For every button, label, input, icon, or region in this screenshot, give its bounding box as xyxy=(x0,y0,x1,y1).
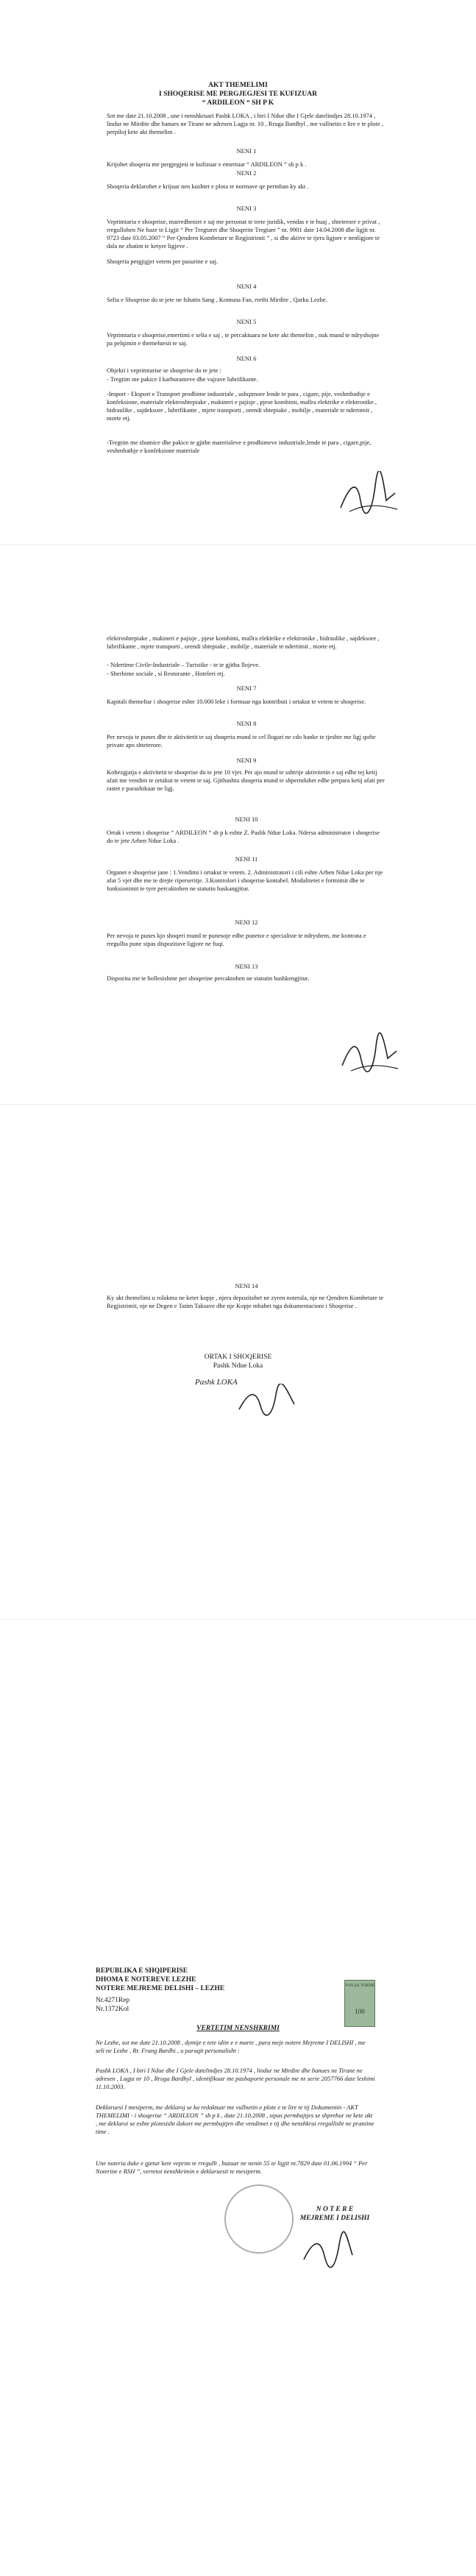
article-2-heading: NENI 2 xyxy=(236,169,257,177)
article-6-item-fuel: - Tregtim me pakice I karburanteve dhe vajrave lubrifikante. xyxy=(107,375,258,383)
article-6-item-trade: -Tregtim me shumice dhe pakice te gjithe materialeve e prodhimeve industriale,lende te para , cigare,pije, veshmbathje e konfeksione materiale xyxy=(107,439,372,454)
title-line-3: “ ARDILEON “ SH P K xyxy=(202,99,274,107)
signature-mark xyxy=(235,1384,302,1420)
signature-mark xyxy=(335,471,401,523)
article-13-text: Dispozita me te hollesishme per shoqerine percaktohen ne statutin bashkengjitur. xyxy=(107,974,310,982)
article-10-heading: NENI 10 xyxy=(235,815,258,823)
article-7-text: Kapitali themeltar i shoqerise eshte 10.000 leke i formuar nga kontributi i ortakut te vetem te shoqerise. xyxy=(107,698,366,705)
page-divider xyxy=(0,1619,476,1620)
header-notary: NOTERE MEJREME DELISHI – LEZHE xyxy=(96,1985,225,1992)
article-12-text: Per nevoja te punes kjo shoqeri mund te punesoje edhe punetor e specialiste te ndryshem, me kontrata e rregullta pune sipas dispozitave ligjore ne fuqi. xyxy=(107,932,366,947)
document-title: VERTETIM NENSHKRIMI xyxy=(196,2025,280,2032)
article-14-heading: NENI 14 xyxy=(235,1282,258,1289)
notary-paragraph-4: Une noteria duke e gjetur kete veprim te rregullt , bazuar ne nenin 55 te ligjit nr.7829 date 01.06.1994 “ Per Noterine e RSH ”, vertetoi nenshkrimin e deklaruesit te mesiperm. xyxy=(96,2159,368,2175)
article-3-heading: NENI 3 xyxy=(236,205,257,212)
article-11-heading: NENI 11 xyxy=(235,855,258,863)
article-1-heading: NENI 1 xyxy=(236,147,257,155)
article-6-intro: Objekti i veprimtarise se shoqerise do te jete : xyxy=(107,367,221,374)
article-3-note: Shoqeria pergjigjet vetem per pasurine e saj. xyxy=(107,258,219,265)
notary-paragraph-3: Deklaruesi I mesiperm, me deklaroj se ka redaktuar me vullnetin e plote e te lire te tij Dokumentin - AKT THEMELIMI - i shoqerise “ ARDILEON ” sh p k , date 21.10.2008 , sipas permbajtjes se shprehur ne kete akt , me deklaroi se eshte plotesisht dakort me permbajtjen dhe vendimet e tij dhe nenshkrui rregullisht ne praniine time . xyxy=(96,2103,374,2135)
title-line-2: I SHOQERISE ME PERGJEGJESI TE KUFIZUAR xyxy=(159,91,317,98)
article-6-continued: elektroshtepiake , makineri e pajisje , pjese kombimi, mallra elektrike e elektronike , hidraulike , sajdeksore , lubrifikante , mjete transporti , orendi shtepiake , mobilje , materiale te ndertimit , morte etj. xyxy=(107,634,380,650)
article-1-text: Krijohet shoqeria me pergjegjesi te kufizuar e emertuar “ ARDILEON ” sh p k . xyxy=(107,160,307,168)
article-6-item-construction: - Ndertime Civile-Industriale – Turistike - te te gjitha llojeve. xyxy=(107,661,260,668)
intro-paragraph: Sot me date 21.10.2008 , une i nenshkruari Pashk LOKA , i biri I Ndue dhe I Gjele datelindjes 28.10.1974 , lindur ne Mirdite dhe banues ne Tirane ne adresen Lagja nr. 10 , Rruga Bardhyl , me vullnetin e lire e te plote , perpiloj kete akt themelim . xyxy=(107,112,384,135)
article-5-text: Veprimtaria e shoqerise,emertimi e selia e saj , te percaktuara ne kete akt themelim , nuk mund te ndryshojne pa pelqimin e themeluesit te saj. xyxy=(107,331,380,347)
article-13-heading: NENI 13 xyxy=(235,963,258,970)
article-9-text: Kohezgjatja e aktivitetit te shoqerise do te jete 10 vjet. Per ajo mund te sshtrije aktivitetin e saj edhe tej ketij afati me vendim te ortakut te vetem te saj. Gjithashtu shoqeria mund te shpernduhet edhe perpara ketij afati per rastet e parashikuar ne ligj. xyxy=(107,768,385,792)
article-6-item-services: - Sherbime sociale , si Restorante , Hoteleri etj. xyxy=(107,670,225,677)
article-8-heading: NENI 8 xyxy=(236,720,257,727)
signature-mark xyxy=(298,2230,357,2274)
page-divider xyxy=(0,1104,476,1105)
header-republic: REPUBLIKA E SHQIPERISE xyxy=(96,1967,188,1975)
stamp-label: VULLE TAKSE xyxy=(345,1984,374,1988)
tax-stamp xyxy=(344,1980,375,2027)
article-4-heading: NENI 4 xyxy=(236,283,257,290)
article-10-text: Ortak i vetem i shoqerise “ ARDILEON “ sh p k eshte Z. Pashk Ndue Loka. Ndersa administrator i shoqerise do te jete Arben Ndue Loka . xyxy=(107,829,380,844)
article-12-heading: NENI 12 xyxy=(235,919,258,926)
article-14-text: Ky akt themelimi u rolakma ne keter kopje , njera depozitohet ne zyren noterala, nje ne Qendren Kombetare te Regjistrimit, nje ne Degen e Tatim Taksave dhe nje Kopje mbahet nga dokumentacioni i Shoqerise . xyxy=(107,1294,384,1309)
notary-paragraph-1: Ne Lezhe, sot me date 21.10.2008 , dymije e tete idite e e marte , para meje notere Mejreme I DELISHI , me seli ne Lezhe , Rr. Frang Bardhi , u paraqit personalisht : xyxy=(96,2039,366,2054)
signatory-title: ORTAK I SHOQERISE xyxy=(204,1354,272,1361)
article-3-text: Veprimtaria e shoqerise, marredheniet e saj me personat te trete juridik, vendas e te huaj , shteterore e privat , rregullohen Ne baze te Ligjit “ Per Tregtaret dhe Shoqerite Tregtare ” nr. 9901 date 14.04.2008 dhe ligjit nr. 9723 date 03.05.2007 “ Per Qendren Kombetare te Regjistrimit ” , si dhe aktive te tjera ligjore e nenligjore te dala ne zbatim te ketyre ligjeve . xyxy=(107,218,380,250)
kol-number: Nr.1372Kol xyxy=(96,2006,129,2013)
article-9-heading: NENI 9 xyxy=(236,757,257,764)
article-8-text: Per nevoja te punes dhe te aktivitetit te saj shoqeria mund te cel llogari ne cdo banke te tjeshte me ligj qofte private apo shteterore. xyxy=(107,733,376,749)
notary-signature-title: N O T E R E xyxy=(316,2206,354,2213)
handwritten-name: Pashk LOKA xyxy=(195,1378,238,1387)
article-5-heading: NENI 5 xyxy=(236,318,257,325)
rep-number: Nr.4271Rep xyxy=(96,1997,130,2004)
notary-paragraph-2: Pashk LOKA , I biri I Ndue dhe I Gjele datelindjes 28.10.1974 , lindur ne Mirdite dhe banues ne Tirane ne adresen , Lagja nr 10 , Rruga Bardhyl , identifikuar me pashaporte personale me nr serie 2057766 date leshimi 11.10.2003. xyxy=(96,2067,375,2090)
header-chamber: DHOMA E NOTEREVE LEZHE xyxy=(96,1976,196,1984)
notary-signature-name: MEJREME I DELISHI xyxy=(299,2215,370,2222)
signature-mark xyxy=(335,1030,401,1082)
article-2-text: Shoqeria deklarohet e krijuar nen kushtet e plota te normave qe permban ky akt . xyxy=(107,183,309,190)
stamp-value: 100 xyxy=(355,2008,365,2015)
title-line-1: AKT THEMELIMI xyxy=(208,82,268,89)
article-4-text: Selia e Shoqerise do te jete ne fshatin Sang , Komuna Fan, rrethi Mirdite , Qarku Lezhe. xyxy=(107,296,327,303)
article-7-heading: NENI 7 xyxy=(236,684,257,692)
article-11-text: Organet e shoqerise jane : 1.Vendimi i ortakut te vetem. 2. Administratori i cili eshte Arben Ndue Loka per nje afat 5 vjet dhe me te drejte riperseritje. 3.Kontrolori i shoqerise kontabel. Modalitetet e formimit dhe te funksionimit te tyre percaktohen ne statutin baskangjitur. xyxy=(107,868,383,892)
article-6-item-import: -Import - Eksport e Transport prodhime industriale , ushqimore lende te para , cigare, pije, veshmbathje e konfeksione, materiale elektroshtepiake , makineri e pajisje , pjese kombimi, mallra elektrike e elektronike , hidraulike , sajdeksore , lubrifikante , mjete transporti , orendi shtepiake , mobilje , materiale te ndertimit , morte etj. xyxy=(107,390,377,422)
signatory-name: Pashk Ndue Loka xyxy=(213,1362,263,1370)
article-6-heading: NENI 6 xyxy=(236,355,257,362)
